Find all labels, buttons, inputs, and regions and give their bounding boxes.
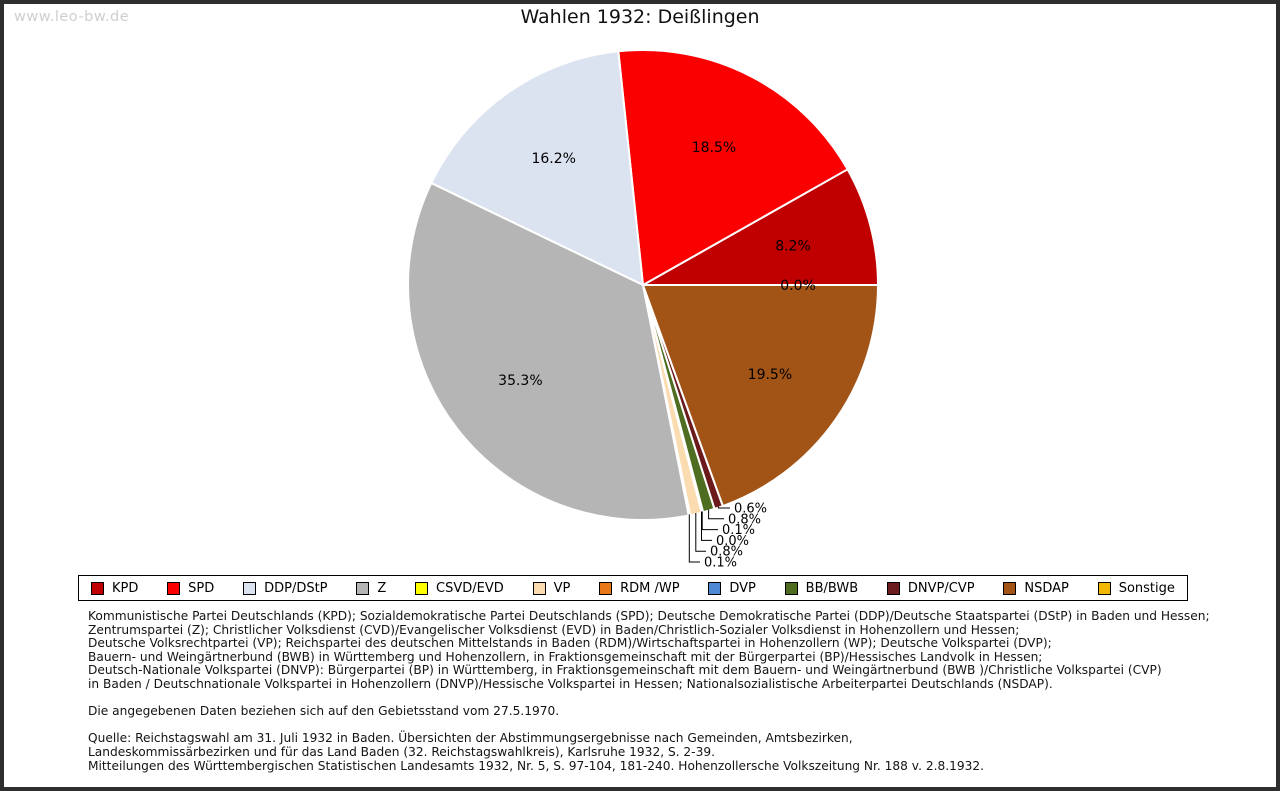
legend bbox=[78, 575, 1188, 601]
pie-label-sonstige: 0.0% bbox=[780, 278, 816, 294]
legend-swatch-dvp bbox=[708, 582, 721, 595]
pie-label-rdm-wp: 0.0% bbox=[716, 533, 750, 549]
legend-item-z bbox=[356, 581, 386, 596]
legend-label-bb-bwb: BB/BWB bbox=[805, 580, 859, 596]
party-note-line: Deutsch-Nationale Volkspartei (DNVP): Bürgerpartei (BP) in Württemberg, in Fraktionsgemeinschaft mit dem Bauern- und Weingärtnerbund (BWB )/Christliche Volkspartei (CVP) bbox=[88, 663, 1162, 678]
pie-label-spd: 18.5% bbox=[691, 140, 737, 157]
legend-swatch-spd bbox=[167, 582, 180, 595]
legend-label-kpd: KPD bbox=[112, 580, 139, 596]
pie-label-dvp: 0.1% bbox=[722, 523, 756, 539]
legend-label-sonstige: Sonstige bbox=[1118, 580, 1175, 596]
pie-label-dnvp-cvp: 0.6% bbox=[734, 501, 768, 517]
pie-label-bb-bwb: 0.8% bbox=[728, 512, 762, 528]
legend-item-bb-bwb bbox=[785, 581, 858, 596]
legend-swatch-sonstige bbox=[1098, 582, 1111, 595]
legend-label-csvd-evd: CSVD/EVD bbox=[436, 580, 504, 596]
leader-line-dvp bbox=[702, 511, 718, 529]
legend-label-vp: VP bbox=[553, 580, 571, 596]
legend-swatch-dnvp-cvp bbox=[887, 582, 900, 595]
leader-line-rdm-wp bbox=[702, 512, 713, 541]
legend-label-ddp-dstp: DDP/DStP bbox=[264, 580, 328, 596]
pie-label-vp: 0.8% bbox=[710, 544, 744, 560]
legend-label-dvp: DVP bbox=[729, 580, 756, 596]
legend-item-ddp-dstp bbox=[243, 581, 327, 596]
pie-label-kpd: 8.2% bbox=[775, 238, 811, 255]
legend-item-vp bbox=[533, 581, 571, 596]
leader-line-vp bbox=[696, 513, 706, 551]
leader-line-csvd-evd bbox=[689, 514, 700, 562]
pie-label-ddp-dstp: 16.2% bbox=[531, 151, 576, 168]
footnotes bbox=[88, 610, 1218, 773]
pie-label-csvd-evd: 0.1% bbox=[704, 555, 738, 571]
legend-item-kpd bbox=[91, 581, 138, 596]
legend-swatch-kpd bbox=[91, 582, 104, 595]
pie-label-nsdap: 19.5% bbox=[747, 367, 793, 384]
party-note-line: Bauern- und Weingärtnerbund (BWB) in Württemberg und Hohenzollern, in Fraktionsgemeinschaft mit der Bürgerpartei (BP)/Hessisches Landvolk in Hessen; bbox=[88, 649, 1043, 664]
legend-label-z: Z bbox=[377, 580, 387, 596]
legend-item-spd bbox=[167, 581, 214, 596]
source-note-line: Quelle: Reichstagswahl am 31. Juli 1932 in Baden. Übersichten der Abstimmungsergebnisse nach Gemeinden, Amtsbezirken, bbox=[88, 731, 853, 746]
legend-item-dnvp-cvp bbox=[887, 581, 975, 596]
legend-item-nsdap bbox=[1003, 581, 1069, 596]
legend-item-dvp bbox=[708, 581, 756, 596]
legend-label-dnvp-cvp: DNVP/CVP bbox=[907, 580, 975, 596]
source-notes bbox=[88, 732, 1218, 773]
legend-label-rdm-wp: RDM /WP bbox=[620, 580, 680, 596]
territory-note: Die angegebenen Daten beziehen sich auf den Gebietsstand vom 27.5.1970. bbox=[88, 704, 560, 719]
legend-swatch-bb-bwb bbox=[785, 582, 798, 595]
legend-swatch-vp bbox=[533, 582, 546, 595]
legend-label-nsdap: NSDAP bbox=[1024, 580, 1069, 596]
legend-swatch-ddp-dstp bbox=[243, 582, 256, 595]
party-note-line: in Baden / Deutschnationale Volkspartei in Hohenzollern (DNVP)/Hessische Volkspartei in Hessen; Nationalsozialistische Arbeiterpartei Deutschlands (NSDAP). bbox=[88, 676, 1053, 691]
party-note-line: Deutsche Volksrechtpartei (VP); Reichspartei des deutschen Mittelstands in Baden (RDM)/Wirtschaftspartei in Hohenzollern (WP); Deutsche Volkspartei (DVP); bbox=[88, 636, 1052, 651]
legend-swatch-rdm-wp bbox=[599, 582, 612, 595]
legend-label-spd: SPD bbox=[188, 580, 215, 596]
source-note-line: Landeskommissärbezirken und für das Land Baden (32. Reichstagswahlkreis), Karlsruhe 1932, S. 2-39. bbox=[88, 744, 715, 759]
legend-item-csvd-evd bbox=[415, 581, 504, 596]
page-title: Wahlen 1932: Deißlingen bbox=[520, 6, 760, 28]
legend-swatch-csvd-evd bbox=[415, 582, 428, 595]
pie-label-z: 35.3% bbox=[498, 373, 543, 389]
source-note-line: Mitteilungen des Württembergischen Statistischen Landesamts 1932, Nr. 5, S. 97-104, 181-240. Hohenzollersche Volkszeitung Nr. 188 v. 2.8.1932. bbox=[88, 758, 984, 773]
party-abbreviation-notes bbox=[88, 610, 1218, 692]
legend-swatch-z bbox=[356, 582, 369, 595]
party-note-line: Zentrumspartei (Z); Christlicher Volksdienst (CVD)/Evangelischer Volksdienst (EVD) in Baden/Christlich-Sozialer Volksdienst in Hohenzollern und Hessen; bbox=[88, 622, 1020, 637]
party-note-line: Kommunistische Partei Deutschlands (KPD); Sozialdemokratische Partei Deutschlands (SPD); Deutsche Demokratische Partei (DDP)/Deutsche Staatspartei (DStP) in Baden und Hessen; bbox=[88, 609, 1210, 623]
legend-item-rdm-wp bbox=[599, 581, 679, 596]
legend-swatch-nsdap bbox=[1003, 582, 1016, 595]
watermark: www.leo-bw.de bbox=[14, 9, 130, 25]
legend-item-sonstige bbox=[1098, 581, 1175, 596]
